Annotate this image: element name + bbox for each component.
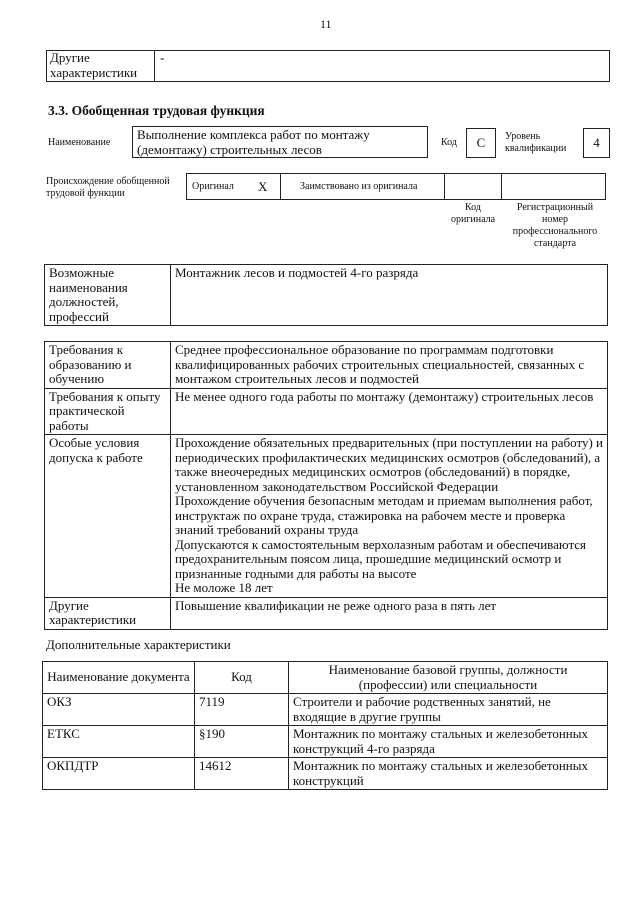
table-row [45,342,608,389]
cell-code: §190 [195,726,289,758]
requirements-table [44,341,608,630]
origin-divider-2 [444,173,445,200]
cell-doc: ЕТКС [43,726,195,758]
table-row [45,265,608,326]
code-original-caption: Код оригинала [450,202,496,225]
positions-label: Возможные наименования должностей, профессий [45,265,171,326]
code-label: Код [441,137,457,148]
positions-table [44,264,608,326]
qualification-level-label: Уровень квалификации [505,131,567,154]
section-heading: 3.3. Обобщенная трудовая функция [48,103,265,118]
origin-divider-3 [501,173,502,200]
cell-code: 7119 [195,694,289,726]
table-row [43,726,608,758]
table-row [45,435,608,598]
function-name-label: Наименование [48,137,111,148]
requirement-value: Повышение квалификации не реже одного раза в пять лет [171,597,608,629]
cell-group: Монтажник по монтажу стальных и железобетонных конструкций 4-го разряда [289,726,608,758]
table-row [45,388,608,435]
header-doc-name: Наименование документа [43,662,195,694]
origin-divider-1 [280,173,281,200]
original-label: Оригинал [192,181,234,192]
page-number: 11 [320,17,332,31]
origin-label: Происхождение обобщенной трудовой функции [46,176,170,199]
cell-code: 14612 [195,758,289,790]
additional-table [42,661,608,790]
requirement-value: Не менее одного года работы по монтажу (демонтажу) строительных лесов [171,388,608,435]
function-name-value: Выполнение комплекса работ по монтажу (демонтажу) строительных лесов [137,127,370,157]
code-value: C [476,135,486,150]
header-code: Код [195,662,289,694]
table-row [45,597,608,629]
other-characteristics-label: Другие характеристики [50,50,138,80]
header-base-group: Наименование базовой группы, должности (профессии) или специальности [289,662,608,694]
table-row [43,694,608,726]
requirement-label: Требования к опыту практической работы [45,388,171,435]
requirement-value: Прохождение обязательных предварительных (при поступлении на работу) и периодических профилактических медицинских осмотров (обследований), а также внеочередных медицинских осмотров (обследований) в порядке, установленном законодательством Российской Федерации Прохождение обучения безопасным методам и приемам выполнения работ, инструктаж по охране труда, стажировка на рабочем месте и проверка знаний требований охраны труда Допускаются к самостоятельным верхолазным работам и обеспечиваются предохранительным поясом лица, прошедшие медицинский осмотр и признанные годными для работы на высоте Не моложе 18 лет [171,435,608,598]
requirement-value: Среднее профессиональное образование по программам подготовки квалифицированных рабочих строительных специальностей, связанных с монтажом строительных лесов и подмостей [171,342,608,389]
positions-value: Монтажник лесов и подмостей 4-го разряда [171,265,608,326]
qualification-level-value: 4 [593,135,600,150]
other-characteristics-value: - [160,50,165,65]
cell-group: Монтажник по монтажу стальных и железобетонных конструкций [289,758,608,790]
requirement-label: Особые условия допуска к работе [45,435,171,598]
table-row [43,758,608,790]
requirement-label: Другие характеристики [45,597,171,629]
cell-group: Строители и рабочие родственных занятий, не входящие в другие группы [289,694,608,726]
table-header-row [43,662,608,694]
table-divider [154,50,155,82]
requirement-label: Требования к образованию и обучению [45,342,171,389]
cell-doc: ОКЗ [43,694,195,726]
borrowed-label: Заимствовано из оригинала [300,181,418,192]
registration-number-caption: Регистрационный номер профессионального стандарта [512,202,598,249]
original-mark: X [258,179,268,194]
additional-title: Дополнительные характеристики [46,637,231,652]
cell-doc: ОКПДТР [43,758,195,790]
